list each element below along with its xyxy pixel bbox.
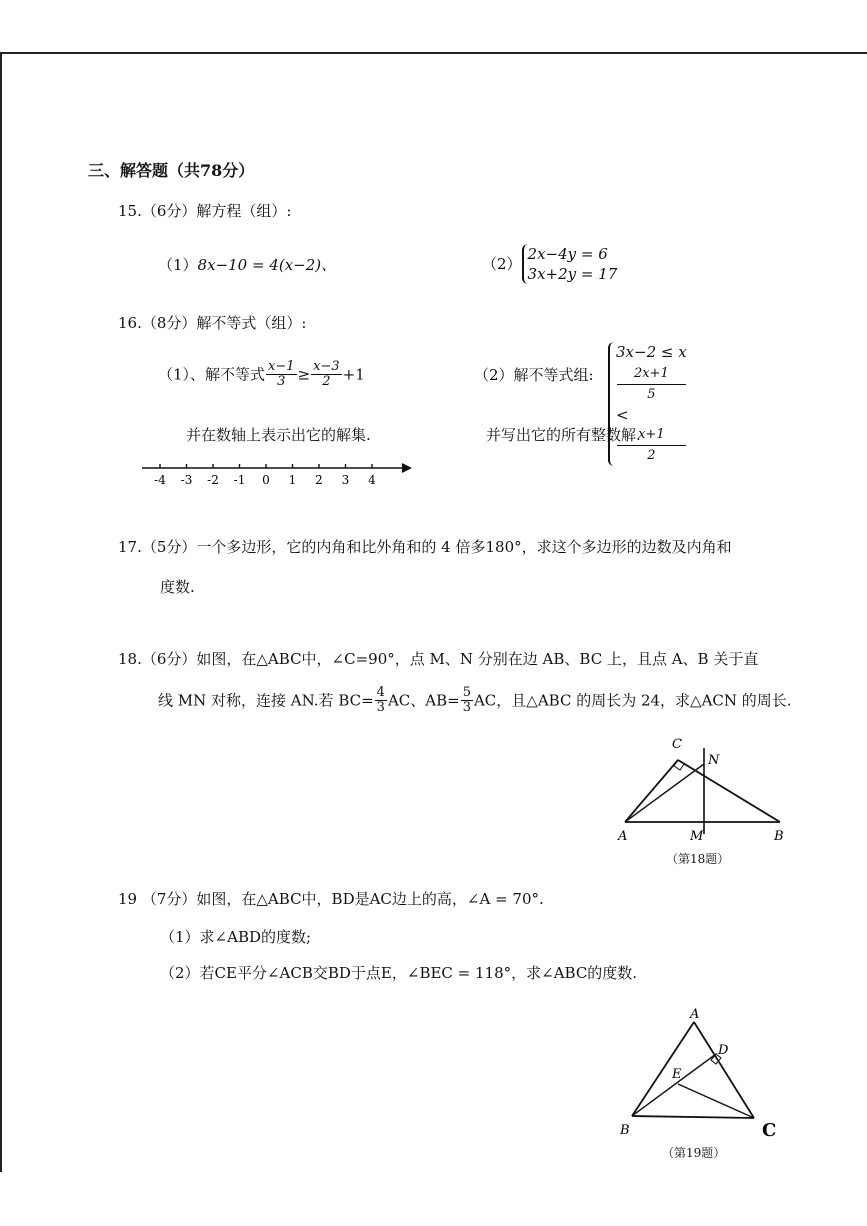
q15-part1-label: （1） <box>158 256 198 274</box>
q19-label-B: B <box>620 1123 630 1138</box>
q16-sys-frac2-denominator: 2 <box>647 448 656 463</box>
q16-system-brace <box>608 342 687 466</box>
q19-caption: （第19题） <box>662 1146 726 1160</box>
q17-line2: 度数. <box>160 578 195 596</box>
q19-segment-AB <box>632 1022 694 1116</box>
q18-frac2-numerator: 5 <box>462 685 471 700</box>
number-line-tick-label: 4 <box>368 473 376 487</box>
number-line-tick-label: 3 <box>341 473 350 487</box>
q18-caption: （第18题） <box>666 852 730 866</box>
q18-figure <box>610 730 810 850</box>
q16-relation: ≥ <box>297 365 311 384</box>
q16-part2-note: 并写出它的所有整数解. <box>486 426 641 444</box>
q15-system-line2: 3x+2y = 17 <box>527 265 618 283</box>
q17-line1: 17.（5分）一个多边形，它的内角和比外角和的 4 倍多180°，求这个多边形的边数及内角和 <box>118 538 732 556</box>
number-line-tick-label: -3 <box>180 473 193 487</box>
q18-frac-5-3 <box>461 686 473 715</box>
q19-label-E: E <box>672 1067 682 1082</box>
number-line-tick-label: 0 <box>262 473 270 487</box>
q16-fraction-1 <box>266 360 297 389</box>
number-line-arrow-icon <box>402 463 412 473</box>
number-line-tick-label: 1 <box>288 473 297 487</box>
q19-segment-BD <box>632 1054 716 1116</box>
q18-segment-AC <box>625 760 678 822</box>
q16-sys-frac2-numerator: x+1 <box>617 425 686 446</box>
q19-label-D: D <box>718 1043 729 1058</box>
section-title: 三、解答题（共78分） <box>88 161 255 180</box>
q19-heading: 19 （7分）如图，在△ABC中，BD是AC边上的高，∠A = 70°. <box>118 890 544 908</box>
q15-part2 <box>482 244 617 284</box>
q16-sys-frac1-denominator: 5 <box>647 387 656 402</box>
q15-equation-system <box>522 244 618 284</box>
q18-frac2-denominator: 3 <box>462 700 471 715</box>
q18-label-N: N <box>708 753 720 768</box>
page-top-border <box>0 52 867 54</box>
q16-tail: +1 <box>342 365 365 384</box>
q16-part2-label: （2）解不等式组: <box>474 366 594 384</box>
q16-frac1-denominator: 3 <box>277 374 286 389</box>
q16-sys-frac1 <box>617 364 686 405</box>
q18-label-A: A <box>618 829 628 844</box>
q18-segment-AN <box>625 764 704 822</box>
q16-frac2-numerator: x−3 <box>313 359 340 374</box>
q19-part1: （1）求∠ABD的度数; <box>160 928 312 946</box>
q16-heading: 16.（8分）解不等式（组）: <box>118 314 307 332</box>
q16-inequality-system <box>608 342 687 466</box>
q18-line1: 18.（6分）如图，在△ABC中，∠C=90°，点 M、N 分别在边 AB、BC 上，且点 A、B 关于直 <box>118 650 759 668</box>
q19-part2: （2）若CE平分∠ACB交BD于点E，∠BEC = 118°，求∠ABC的度数. <box>160 964 638 982</box>
q18-frac1-denominator: 3 <box>376 700 385 715</box>
q16-fraction-2 <box>311 360 342 389</box>
q15-part1 <box>158 256 336 274</box>
q18-line2-a: 线 MN 对称，连接 AN.若 BC= <box>158 691 374 710</box>
q16-system-line2 <box>616 364 687 466</box>
q15-part2-label: （2） <box>482 255 522 273</box>
q19-segment-BC <box>632 1116 754 1118</box>
q19-figure <box>612 1004 802 1144</box>
page-left-border <box>0 52 2 1172</box>
q18-frac1-numerator: 4 <box>376 685 385 700</box>
number-line-tick-label: -4 <box>154 473 166 487</box>
q16-sys-relation: < <box>616 406 629 424</box>
number-line-tick-label: 2 <box>315 473 323 487</box>
q19-segment-AC <box>694 1022 754 1118</box>
q15-system-line1: 2x−4y = 6 <box>527 245 608 263</box>
q16-part1-label: （1）、解不等式 <box>158 365 266 384</box>
q18-label-B: B <box>774 829 784 844</box>
q16-frac1-numerator: x−1 <box>268 359 295 374</box>
number-line <box>140 460 410 490</box>
q19-label-A: A <box>690 1007 700 1022</box>
q18-label-M: M <box>690 829 704 844</box>
q16-frac2-denominator: 2 <box>322 374 331 389</box>
q19-label-C: C <box>762 1120 777 1141</box>
q18-frac-4-3 <box>375 686 387 715</box>
q16-sys-frac1-numerator: 2x+1 <box>617 364 686 385</box>
q18-line2-c: AC，且△ABC 的周长为 24，求△ACN 的周长. <box>473 691 792 710</box>
q16-part1 <box>158 360 365 389</box>
q18-line2 <box>158 686 792 715</box>
number-line-tick-label: -2 <box>207 473 219 487</box>
number-line-tick-label: -1 <box>233 473 246 487</box>
q15-part1-equation: 8x−10 = 4(x−2)、 <box>197 256 337 274</box>
q16-part1-note: 并在数轴上表示出它的解集. <box>186 426 371 444</box>
q18-segment-CB <box>678 760 780 822</box>
q18-label-C: C <box>672 737 682 752</box>
q15-heading: 15.（6分）解方程（组）: <box>118 202 292 220</box>
q16-system-line1: 3x−2 ≤ x <box>616 343 687 361</box>
q18-line2-b: AC、AB= <box>387 691 460 710</box>
